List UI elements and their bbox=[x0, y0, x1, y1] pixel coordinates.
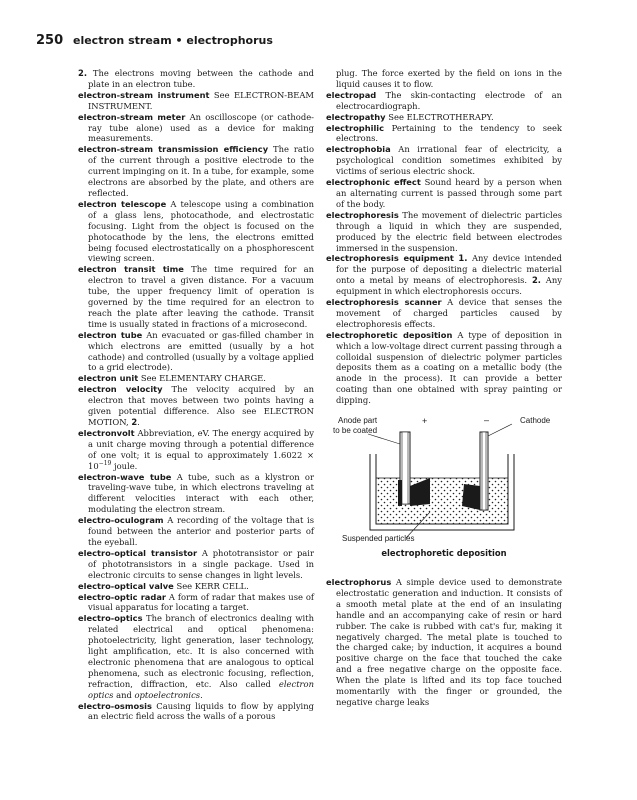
left-column bbox=[78, 68, 314, 722]
definition-end: Any equipment in which electrophoresis occurs. bbox=[336, 275, 562, 297]
italic-term: optoelectronics bbox=[134, 689, 201, 700]
entry bbox=[78, 515, 314, 548]
exponent: −19 bbox=[98, 459, 112, 467]
entry bbox=[78, 144, 314, 199]
entry bbox=[326, 577, 562, 708]
entry bbox=[78, 199, 314, 264]
entry bbox=[326, 123, 562, 145]
headword: electrophobia bbox=[326, 144, 391, 155]
definition: A phototransistor or pair of phototransistors in a single package. Used in electronic circuits to sense changes in light levels. bbox=[88, 547, 314, 580]
headword: electron telescope bbox=[78, 198, 167, 209]
electrophoretic-deposition-figure bbox=[326, 414, 562, 544]
sense-number: 1. bbox=[458, 253, 468, 264]
definition: A recording of the voltage that is found between the anterior and posterior parts of the eyeball. bbox=[88, 515, 314, 547]
definition: See ELEMENTARY CHARGE. bbox=[138, 373, 266, 384]
definition: A type of deposition in which a low-voltage direct current passing through a colloidal suspension of dielectric polymer particles deposits them as a coating on a metallic body (the anode in the process). It can provide a better coating than one obtained with spray painting or dipping. bbox=[336, 329, 562, 406]
definition: Abbreviation, eV. The energy acquired by a unit charge moving through a potential difference of one volt; it is equal to approximately 1.6022 × 10 bbox=[88, 427, 314, 471]
definition: A form of radar that makes use of visual apparatus for locating a target. bbox=[88, 591, 314, 613]
definition-end: . bbox=[137, 417, 140, 427]
definition: Causing liquids to flow by applying an electric field across the walls of a porous bbox=[88, 700, 314, 722]
headword: electrophilic bbox=[326, 122, 385, 133]
definition: The skin-contacting electrode of an electrocardiograph. bbox=[336, 89, 562, 111]
entry bbox=[78, 592, 314, 614]
entry bbox=[78, 68, 314, 90]
particles-label: Suspended particles bbox=[342, 534, 415, 544]
minus-sign: – bbox=[484, 415, 490, 426]
definition-end: . bbox=[200, 689, 203, 700]
headword: electron tube bbox=[78, 329, 143, 340]
entry bbox=[78, 472, 314, 516]
sense-number: 2. bbox=[78, 68, 88, 78]
figure-caption: electrophoretic deposition bbox=[381, 548, 507, 559]
anode-label-2: to be coated bbox=[333, 426, 378, 436]
cathode bbox=[462, 432, 488, 510]
entry-continuation bbox=[326, 68, 562, 90]
definition: Pertaining to the tendency to seek electrons. bbox=[336, 122, 562, 144]
headword: electropathy bbox=[326, 111, 386, 122]
entry bbox=[326, 330, 562, 406]
headword: electron unit bbox=[78, 373, 139, 384]
headword: electropad bbox=[326, 89, 377, 100]
headword: electrophonic effect bbox=[326, 177, 421, 188]
entry bbox=[78, 581, 314, 592]
definition: See ELECTRON-BEAM INSTRUMENT. bbox=[88, 89, 314, 111]
definition: Any device intended for the purpose of depositing a dielectric material onto a metal by means of electrophoresis. bbox=[336, 253, 562, 286]
headword: electron-stream instrument bbox=[78, 89, 210, 100]
entry bbox=[78, 613, 314, 700]
definition: The branch of electronics dealing with related electrical and optical phenomena: photoelectricity, light generation, laser technology, light amplification, etc. It is also concerned with electronic phenomena that are analogous to optical phenomena, such as electronic focusing, reflection, refraction, diffraction, etc. Also called bbox=[88, 613, 314, 689]
headword: electron transit time bbox=[78, 264, 184, 275]
headword: electro-osmosis bbox=[78, 700, 152, 711]
entry bbox=[78, 264, 314, 329]
definition: See KERR CELL. bbox=[173, 580, 249, 591]
entry bbox=[78, 548, 314, 581]
italic-term: electron optics bbox=[88, 678, 314, 700]
definition: The electrons moving between the cathode and plate in an electron tube. bbox=[87, 68, 314, 89]
definition: See ELECTROTHERAPY. bbox=[385, 111, 494, 122]
right-column bbox=[326, 68, 562, 708]
header-title: electron stream • electrophorus bbox=[72, 34, 273, 47]
definition: plug. The force exerted by the field on ions in the liquid causes it to flow. bbox=[336, 68, 562, 89]
headword: electro-optics bbox=[78, 613, 143, 624]
entry bbox=[78, 112, 314, 145]
page-number: 250 bbox=[36, 33, 64, 48]
headword: electro-oculogram bbox=[78, 515, 164, 526]
headword: electrophoretic deposition bbox=[326, 329, 453, 340]
entry bbox=[78, 373, 314, 384]
headword: electrophoresis bbox=[326, 209, 399, 220]
entry bbox=[78, 701, 314, 723]
entry bbox=[78, 384, 314, 428]
definition: The velocity acquired by an electron that moves between two points having a given potential difference. Also see ELECTRON MOTION, bbox=[88, 384, 314, 427]
sense-number: 2 bbox=[131, 417, 138, 427]
definition: An evacuated or gas-filled chamber in which electrons are emitted (usually by a hot cathode) and controlled (usually by a voltage applied to a grid electrode). bbox=[88, 329, 315, 373]
headword: electron velocity bbox=[78, 384, 163, 395]
headword: electrophoresis scanner bbox=[326, 297, 442, 308]
entry bbox=[326, 210, 562, 254]
entry bbox=[326, 144, 562, 177]
anode-label: Anode part bbox=[338, 416, 378, 426]
entry bbox=[326, 297, 562, 330]
cathode-leader bbox=[488, 424, 512, 436]
definition: A device that senses the movement of charged particles caused by electrophoresis effects. bbox=[336, 297, 562, 329]
headword: electrophorus bbox=[326, 577, 392, 587]
definition: The time required for an electron to travel a given distance. For a vacuum tube, the upper frequency limit of operation is governed by the time required for an electron to reach the plate after leaving the cathode. Transit time is usually stated in fractions of a microsecond. bbox=[88, 264, 315, 329]
headword: electron-stream transmission efficiency bbox=[78, 144, 269, 155]
definition: A telescope using a combination of a glass lens, photocathode, and electrostatic focusing. Light from the object is focused on the photocathode by the lens, the electrons emitted being focused electrostatically on a phosphorescent viewing screen. bbox=[88, 198, 314, 264]
definition: The movement of dielectric particles through a liquid in which they are suspended, produced by the electric field between electrodes immersed in the suspension. bbox=[336, 209, 562, 253]
definition: A simple device used to demonstrate electrostatic generation and induction. It consists of a smooth metal plate at the end of an insulating handle and an accompanying cake of resin or hard rubber. The cake is rubbed with cat's fur, making it negatively charged. The metal plate is touched to the charged cake; by induction, it acquires a bound positive charge on the face that touched the cake and a free negative charge on the opposite face. When the plate is lifted and its top face touched momentarily with the finger or grounded, the negative charge leaks bbox=[336, 577, 562, 707]
cathode-label: Cathode bbox=[520, 416, 551, 426]
definition: An oscilloscope (or cathode-ray tube alone) used as a device for making measurements. bbox=[88, 111, 314, 144]
entry bbox=[78, 330, 314, 374]
definition: A tube, such as a klystron or traveling-wave tube, in which electrons traveling at different velocities interact with each other, modulating the electron stream. bbox=[88, 471, 314, 515]
headword: electron-stream meter bbox=[78, 111, 186, 122]
headword: electronvolt bbox=[78, 427, 135, 438]
running-header bbox=[36, 33, 597, 51]
headword: electrophoresis equipment bbox=[326, 253, 454, 264]
entry bbox=[78, 428, 314, 472]
definition: Sound heard by a person when an alternating current is passed through some part of the body. bbox=[336, 177, 562, 209]
definition: The ratio of the current through a positive electrode to the current impinging on it. In a tube, for example, some electrons are absorbed by the plate, and others are reflected. bbox=[88, 144, 314, 198]
plus-sign: + bbox=[422, 416, 428, 427]
anode-part bbox=[398, 432, 430, 506]
definition-mid: and bbox=[113, 689, 135, 700]
headword: electro-optic radar bbox=[78, 591, 167, 602]
entry bbox=[78, 90, 314, 112]
headword: electro-optical valve bbox=[78, 580, 174, 591]
headword: electro-optical transistor bbox=[78, 547, 198, 558]
entry bbox=[326, 253, 562, 297]
headword: electron-wave tube bbox=[78, 471, 172, 482]
entry bbox=[326, 112, 562, 123]
entry bbox=[326, 177, 562, 210]
definition-end: joule. bbox=[111, 460, 138, 471]
sense-number: 2. bbox=[531, 275, 541, 286]
definition: An irrational fear of electricity, a psychological condition sometimes exhibited by victims of serious electric shock. bbox=[336, 144, 562, 177]
entry bbox=[326, 90, 562, 112]
